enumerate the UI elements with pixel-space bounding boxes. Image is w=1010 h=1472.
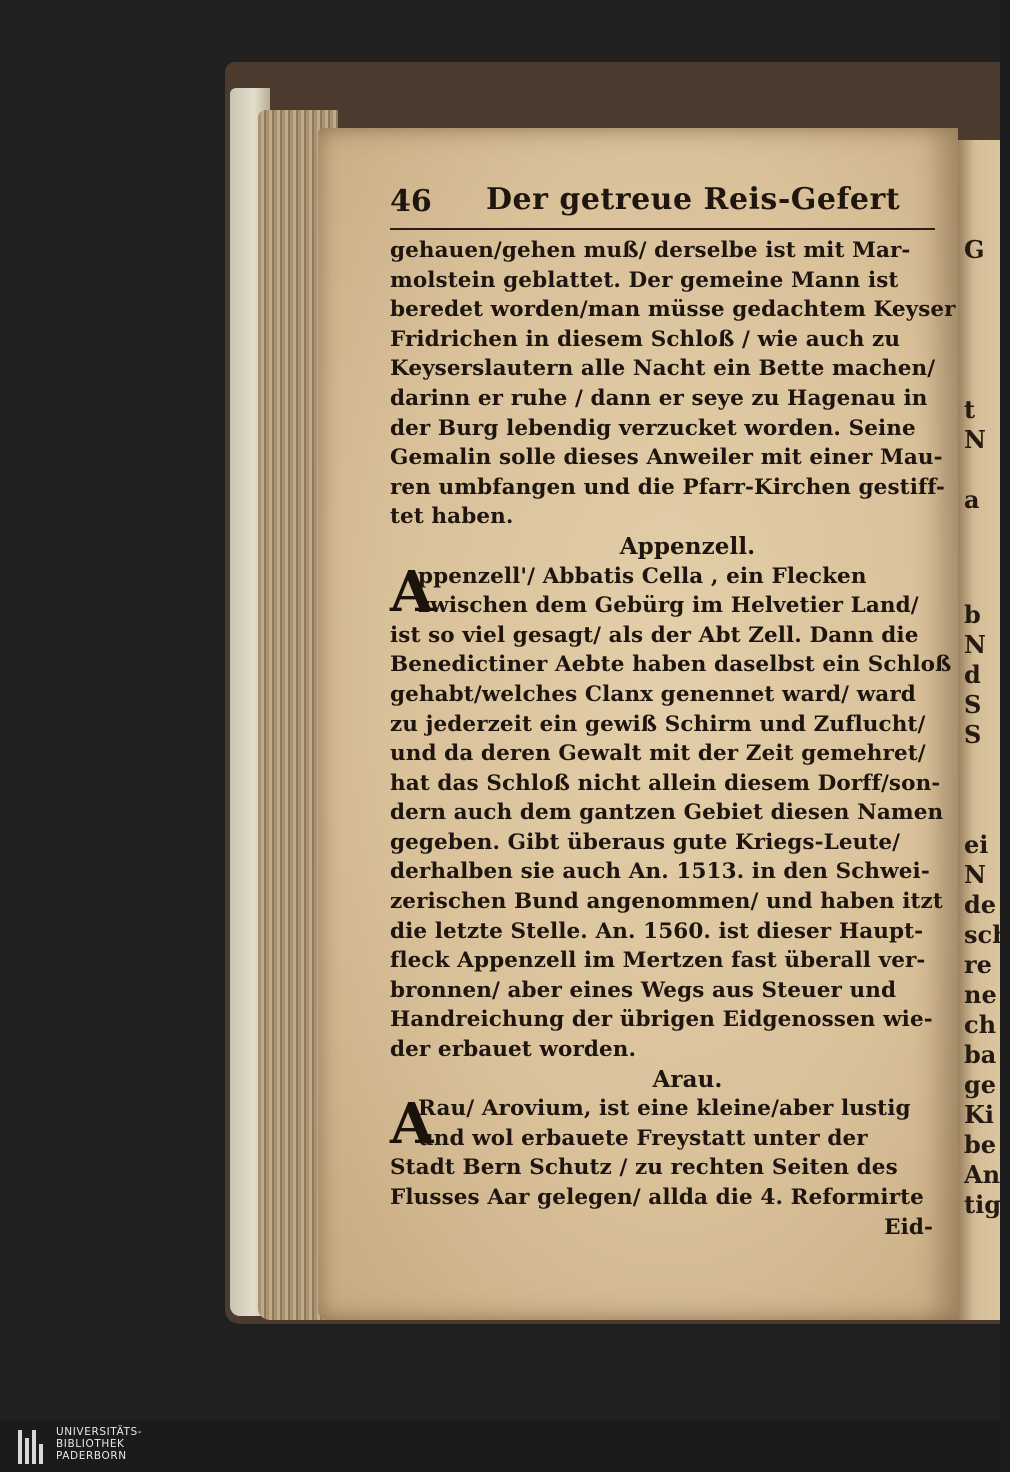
facing-page-fragment: d <box>964 660 981 689</box>
drop-cap-initial: A <box>390 1091 434 1158</box>
facing-page-fragment: N <box>964 630 986 659</box>
text-line: Fridrichen in diesem Schloß / wie auch zu <box>390 326 901 352</box>
running-head: Der getreue Reis-Gefert <box>486 182 901 217</box>
facing-page-fragment: re <box>964 950 992 979</box>
text-line: hat das Schloß nicht allein diesem Dorff/son- <box>390 770 941 796</box>
text-line: Keyserslautern alle Nacht ein Bette machen/ <box>390 356 936 382</box>
text-line: zu jederzeit ein gewiß Schirm und Zuflucht/ <box>390 711 926 737</box>
paragraph-anweiler <box>390 236 956 532</box>
library-logo-icon <box>18 1430 48 1464</box>
facing-page-fragment: sch <box>964 920 1010 949</box>
text-line: Benedictiner Aebte haben daselbst ein Schloß <box>390 652 952 678</box>
text-line: gehabt/welches Clanx genennet ward/ ward <box>390 681 916 707</box>
text-line: die letzte Stelle. An. 1560. ist dieser Haupt- <box>390 918 924 944</box>
entry-appenzell <box>390 558 952 1065</box>
text-line: molstein geblattet. Der gemeine Mann ist <box>390 267 899 293</box>
text-line: ist so viel gesagt/ als der Abt Zell. Dann die <box>390 622 919 648</box>
text-line: der erbauet worden. <box>390 1037 637 1063</box>
text-line: und wol erbauete Freystatt unter der <box>418 1125 868 1151</box>
facing-page-fragment: a <box>964 485 980 514</box>
page-text <box>390 236 956 1242</box>
text-line: tet haben. <box>390 504 514 530</box>
facing-page-fragment: N <box>964 860 986 889</box>
facing-page-edge <box>958 140 1010 1320</box>
text-line: darinn er ruhe / dann er seye zu Hagenau in <box>390 385 928 411</box>
text-line: der Burg lebendig verzucket worden. Seine <box>390 415 916 441</box>
text-line: dern auch dem gantzen Gebiet diesen Namen <box>390 800 944 826</box>
facing-page-fragment: ne <box>964 980 997 1009</box>
header-rule <box>390 228 935 230</box>
catchword: Eid- <box>884 1214 933 1240</box>
text-line: fleck Appenzell im Mertzen fast überall ver- <box>390 948 926 974</box>
text-line: Flusses Aar gelegen/ allda die 4. Reformirte <box>390 1185 924 1210</box>
facing-page-fragment: S <box>964 720 982 749</box>
text-line: Gemalin solle dieses Anweiler mit einer Mau- <box>390 445 943 471</box>
library-footer <box>0 1420 1000 1472</box>
facing-page-fragment: ba <box>964 1040 997 1069</box>
section-heading-arau: Arau. <box>652 1065 723 1093</box>
facing-page-fragment: An <box>964 1160 1001 1189</box>
facing-page-fragment: t <box>964 395 976 424</box>
text-line: beredet worden/man müsse gedachtem Keyser <box>390 297 956 323</box>
text-line: Handreichung der übrigen Eidgenossen wie- <box>390 1007 933 1033</box>
facing-page-fragment: b <box>964 600 981 629</box>
text-line: und da deren Gewalt mit der Zeit gemehret/ <box>390 741 926 767</box>
page-number: 46 <box>390 184 432 219</box>
facing-page-fragment: ge <box>964 1070 997 1099</box>
facing-page-fragment: G <box>964 235 985 264</box>
page-header <box>390 180 930 224</box>
text-line: gegeben. Gibt überaus gute Kriegs-Leute/ <box>390 829 901 855</box>
text-line: Stadt Bern Schutz / zu rechten Seiten des <box>390 1155 898 1181</box>
text-line: ren umbfangen und die Pfarr-Kirchen gestiff- <box>390 474 945 500</box>
facing-page-fragment: Ki <box>964 1100 994 1129</box>
facing-page-fragment: S <box>964 690 982 719</box>
drop-cap-initial: A <box>390 558 434 625</box>
text-line: zwischen dem Gebürg im Helvetier Land/ <box>418 593 919 619</box>
text-line: gehauen/gehen muß/ derselbe ist mit Mar- <box>390 238 911 263</box>
text-line: derhalben sie auch An. 1513. in den Schwei- <box>390 859 930 885</box>
logo-line: PADERBORN <box>56 1450 127 1462</box>
facing-page-fragment: de <box>964 890 997 919</box>
facing-page-fragment: tig <box>964 1190 1001 1219</box>
entry-arau <box>390 1091 945 1212</box>
facing-page-fragment: be <box>964 1130 997 1159</box>
text-line: zerischen Bund angenommen/ und haben itzt <box>390 889 943 915</box>
facing-page-fragment: ch <box>964 1010 997 1039</box>
library-logo-text <box>56 1426 142 1462</box>
logo-line: UNIVERSITÄTS- <box>56 1426 143 1438</box>
section-heading-appenzell: Appenzell. <box>619 532 756 560</box>
logo-line: BIBLIOTHEK <box>56 1438 125 1450</box>
text-line: Rau/ Arovium, ist eine kleine/aber lustig <box>418 1096 911 1122</box>
facing-page-fragment: ei <box>964 830 989 859</box>
text-line: ppenzell'/ Abbatis Cella , ein Flecken <box>418 563 867 589</box>
facing-page-fragment: N <box>964 425 986 454</box>
text-line: bronnen/ aber eines Wegs aus Steuer und <box>390 977 897 1003</box>
